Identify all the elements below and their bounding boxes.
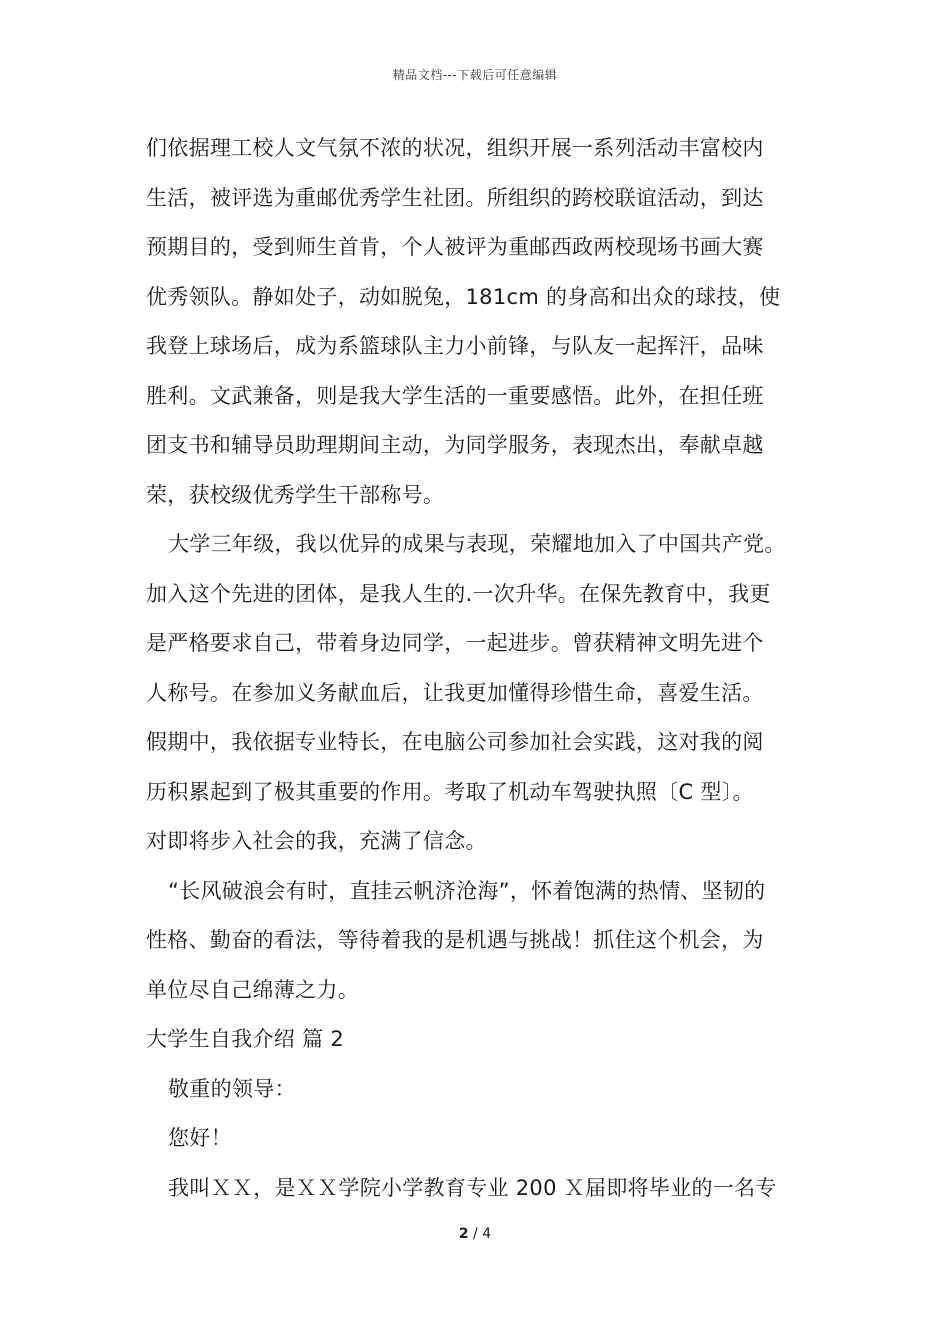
salutation: 敬重的领导： xyxy=(168,1076,296,1101)
body-line: 对即将步入社会的我，充满了信念。 xyxy=(146,829,487,853)
body-line: 是严格要求自己，带着身边同学，一起进步。曾获精神文明先进个 xyxy=(146,631,764,655)
page-number xyxy=(0,1226,950,1242)
body-line: “长风破浪会有时，直挂云帆济沧海”，怀着饱满的热情、坚韧的 xyxy=(168,878,766,903)
greeting: 您好！ xyxy=(168,1126,232,1150)
body-line: 我叫ＸＸ，是ＸＸ学院小学教育专业 200 Ｘ届即将毕业的一名专 xyxy=(168,1175,777,1200)
body-line: 假期中，我依据专业特长，在电脑公司参加社会实践，这对我的阅 xyxy=(146,730,764,754)
body-line: 预期目的，受到师生首肯，个人被评为重邮西政两校现场书画大赛 xyxy=(146,235,764,259)
body-line: 胜利。文武兼备，则是我大学生活的一重要感悟。此外，在担任班 xyxy=(146,383,764,408)
body-line: 荣，获校级优秀学生干部称号。 xyxy=(146,482,445,507)
body-line: 们依据理工校人文气氛不浓的状况，组织开展一系列活动丰富校内 xyxy=(146,136,764,160)
body-line: 我登上球场后，成为系篮球队主力小前锋，与队友一起挥汗，品味 xyxy=(146,334,764,358)
body-line: 单位尽自己绵薄之力。 xyxy=(146,977,359,1002)
body-line: 加入这个先进的团体，是我人生的.一次升华。在保先教育中，我更 xyxy=(146,581,771,606)
body-line: 生活，被评选为重邮优秀学生社团。所组织的跨校联谊活动，到达 xyxy=(146,185,764,210)
section-heading: 大学生自我介绍 篇 2 xyxy=(146,1027,345,1051)
body-line: 团支书和辅导员助理期间主动，为同学服务，表现杰出，奉献卓越 xyxy=(146,433,764,457)
page-header: 精品文档---下载后可任意编辑 xyxy=(392,68,558,82)
body-line: 人称号。在参加义务献血后，让我更加懂得珍惜生命，喜爱生活。 xyxy=(146,680,764,705)
page-separator: / xyxy=(468,1226,483,1242)
body-line: 大学三年级，我以优异的成果与表现，荣耀地加入了中国共产党。 xyxy=(168,532,786,556)
current-page: 2 xyxy=(458,1226,469,1242)
body-line: 优秀领队。静如处子，动如脱兔，181cm 的身高和出众的球技，使 xyxy=(146,284,781,309)
document-body xyxy=(146,124,836,1213)
total-pages: 4 xyxy=(482,1226,492,1242)
body-line: 历积累起到了极其重要的作用。考取了机动车驾驶执照〔C 型〕。 xyxy=(146,779,754,804)
body-line: 性格、勤奋的看法，等待着我的是机遇与挑战！抓住这个机会，为 xyxy=(146,928,764,952)
